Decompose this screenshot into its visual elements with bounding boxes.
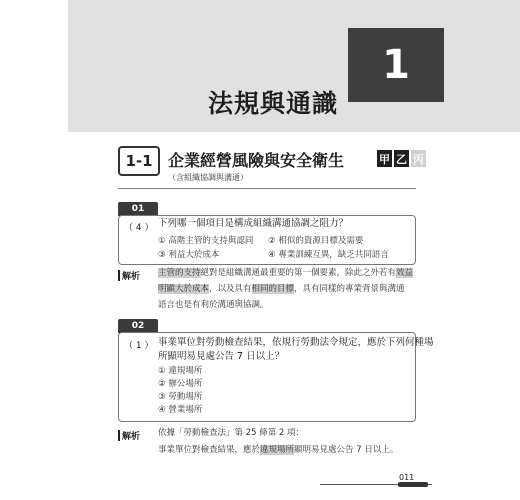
footer-marker xyxy=(398,482,428,487)
explanation-line xyxy=(158,281,405,297)
chapter-number: 1 xyxy=(348,28,444,102)
explanation-text: 事業單位對檢查結果，應於 xyxy=(158,445,261,455)
highlight: 違規場所 xyxy=(260,445,295,455)
option-2: ② 辦公場所 xyxy=(158,379,203,389)
level-badge-jia: 甲 xyxy=(377,150,392,167)
option-1: ① 高階主管的支持與認同 xyxy=(158,236,254,246)
highlight: 相同的目標 xyxy=(251,284,295,294)
explanation-text: 絕對是組織溝通最重要的第一個要素，除此之外若有 xyxy=(200,268,397,278)
explanation-text: ，具有同樣的專業背景與溝通 xyxy=(294,284,405,294)
explanation-text: 顯明易見處公告 7 日以上。 xyxy=(294,445,399,455)
question-answer: （ 1 ） xyxy=(124,341,154,351)
section-subtitle: （含組織協調與溝通） xyxy=(168,173,248,182)
explanation-line: 語言也是有利於溝通與協調。 xyxy=(158,300,269,310)
explanation-label: 解析 xyxy=(122,272,141,282)
level-badge-bing: 丙 xyxy=(411,150,426,167)
highlight: 主管的支持 xyxy=(158,268,201,278)
section-number: 1-1 xyxy=(118,146,160,176)
level-badge-yi: 乙 xyxy=(394,150,409,167)
explanation-line xyxy=(158,265,413,281)
page-number: 011 xyxy=(399,473,415,482)
question-tag: 01 xyxy=(118,202,158,216)
option-3: ③ 勞動場所 xyxy=(158,392,203,402)
explanation-marker xyxy=(118,430,120,441)
highlight: 明顯大於成本 xyxy=(158,284,210,294)
option-4: ④ 營業場所 xyxy=(158,405,203,415)
explanation-line xyxy=(158,442,398,458)
option-1: ① 違規場所 xyxy=(158,366,203,376)
question-tag: 02 xyxy=(118,319,158,333)
explanation-text: ，以及具有 xyxy=(209,284,252,294)
option-3: ③ 利益大於成本 xyxy=(158,250,220,260)
question-text: 所顯明易見處公告 7 日以上？ xyxy=(158,351,285,362)
highlight: 效益 xyxy=(396,268,414,278)
question-text: 事業單位對勞動檢查結果，依規行勞動法令規定，應於下列何種場 xyxy=(158,337,434,348)
explanation-label: 解析 xyxy=(122,432,141,442)
explanation-marker xyxy=(118,270,120,281)
option-4: ④ 專業訓練互異，缺乏共同語言 xyxy=(268,250,389,260)
option-2: ② 相似的資源目標及需要 xyxy=(268,236,364,246)
section-title: 企業經營風險與安全衛生 xyxy=(168,151,345,170)
question-text: 下列哪一個項目是構成組織溝通協調之阻力？ xyxy=(158,218,349,229)
explanation-line: 依據「勞動檢查法」第 25 條第 2 項： xyxy=(158,428,305,438)
chapter-title: 法規與通識 xyxy=(208,89,339,118)
section-divider xyxy=(118,188,416,189)
question-answer: （ 4 ） xyxy=(124,223,154,233)
